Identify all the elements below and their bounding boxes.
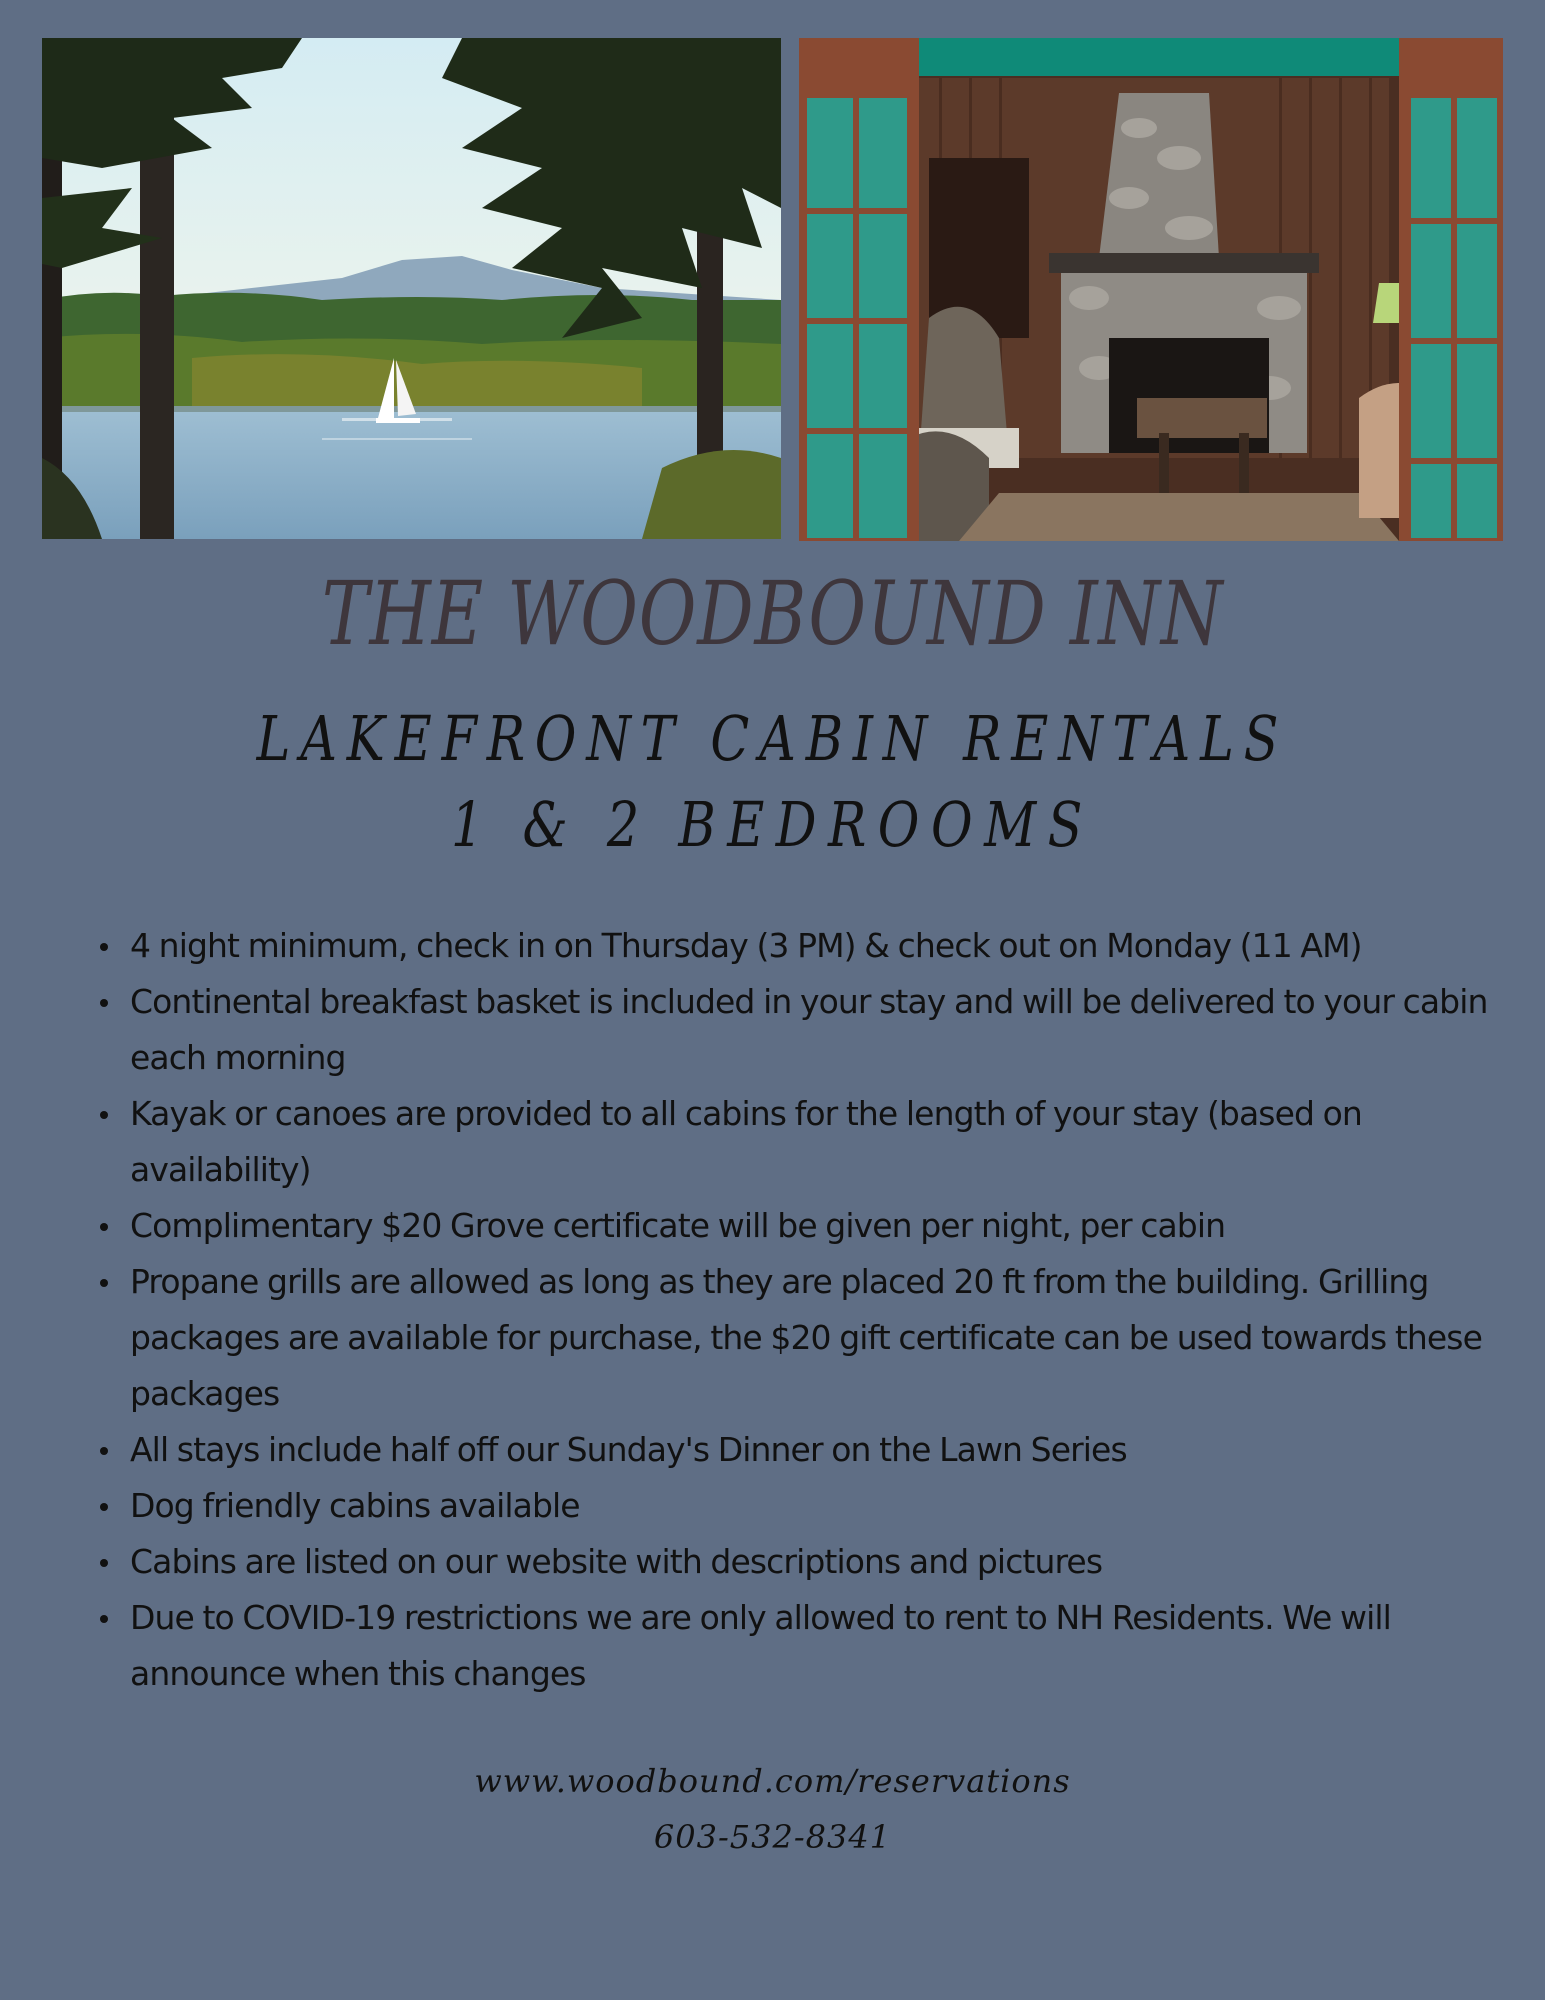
inn-title: THE WOODBOUND INN	[321, 562, 1224, 665]
list-item: Continental breakfast basket is included in your stay and will be delivered to your cabin each morning	[100, 974, 1490, 1086]
list-item: Complimentary $20 Grove certificate will be given per night, per cabin	[100, 1198, 1490, 1254]
phone-number: 603-532-8341	[653, 1818, 892, 1856]
fireplace-image	[799, 38, 1503, 541]
list-item: Due to COVID-19 restrictions we are only allowed to rent to NH Residents. We will announce when this changes	[100, 1590, 1490, 1702]
list-item: 4 night minimum, check in on Thursday (3 PM) & check out on Monday (11 AM)	[100, 918, 1490, 974]
amenities-list	[100, 918, 1490, 1702]
list-item: Cabins are listed on our website with descriptions and pictures	[100, 1534, 1490, 1590]
list-item: All stays include half off our Sunday's Dinner on the Lawn Series	[100, 1422, 1490, 1478]
list-item: Dog friendly cabins available	[100, 1478, 1490, 1534]
fireplace-photo	[799, 38, 1503, 541]
reservations-website: www.woodbound.com/reservations	[474, 1762, 1071, 1800]
list-item: Propane grills are allowed as long as they are placed 20 ft from the building. Grilling packages are available for purchase, the $20 gift certificate can be used towards these packages	[100, 1254, 1490, 1422]
cabin-rentals-subtitle: LAKEFRONT CABIN RENTALS	[256, 702, 1289, 775]
lake-photo	[42, 38, 781, 539]
list-item: Kayak or canoes are provided to all cabins for the length of your stay (based on availability)	[100, 1086, 1490, 1198]
bedrooms-subtitle: 1 & 2 BEDROOMS	[451, 788, 1094, 861]
lake-image	[42, 38, 781, 539]
